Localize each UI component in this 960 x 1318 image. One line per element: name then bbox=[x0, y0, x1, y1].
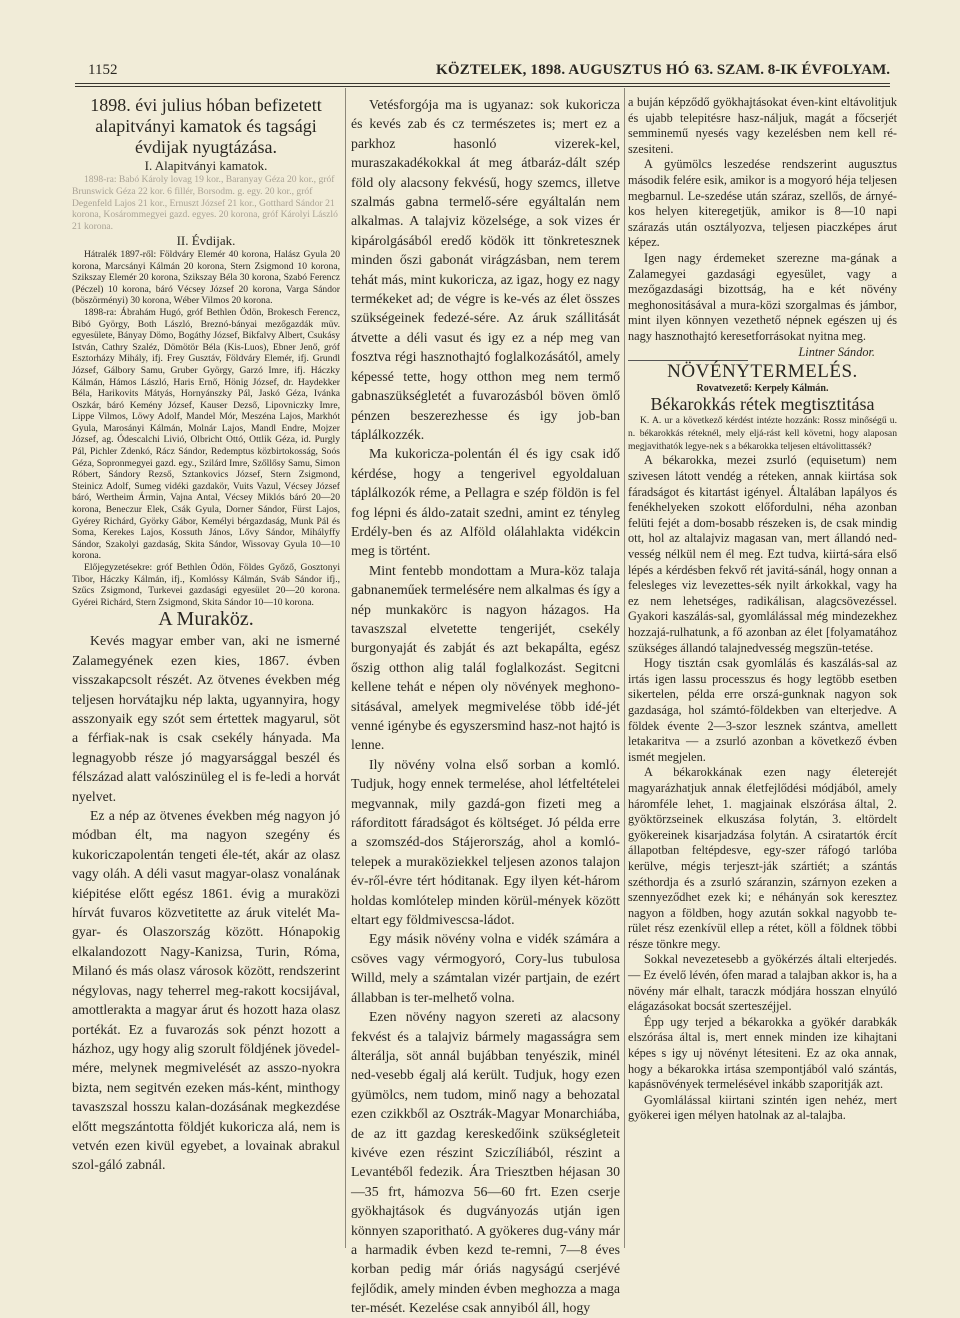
paragraph-1898: 1898-ra: Ábrahám Hugó, gróf Bethlen Ödön, Brokesch Ferencz, Bibó György, Both László, Breznó-bányai mezőgazdák müv. egyesülete, Bányay Dömo, Bogáthy József, Bikfalvy Albert, Csukásy István, Cathry Szaléz, Dömötör Béla (Kis-Luos), Ebner Jenő, gróf Esztorházy Mihály, ifj. Frey Gusztáv, Földváry Elemér, ifj. Grundl József, Gálbory Samu, Gruber György, Garzó Imre, ifj. Háczky Kálmán, Hámos László, Haris Ernő, Hönig József, dr. Haydekker Béla, Harikovits Mátyás, Hornyánszky Pál, Jaskó Géza, Ivánka Oszkár, báró Kemény József, Kauser Dezső, Lipovniczky Imre, Lippe Vilmos, Löwy Adolf, Mandel Mór, Meszéna Lajos, Markhót Gyula, Marosányi Kálmán, Molnár Lajos, Mandl Endre, Mojzer József, ag. Ódescalchi Livió, Olbricht Ottó, Ottlik Géza, id. Purgly Pál, Pichler Zdenkó, Rácz Sándor, Redemptus közbirtokosság, Soós Géza, Sopronmegyei gazd. egy., Szilárd Imre, Szőllősy Samu, Simon Róbert, Sándory Rezső, Sztankovics József, Stern Zsigmond, Steinicz Adolf, Sumeg vidéki gazdakör, Vuits Vazul, Vécsey József báró, Wertheim Ármin, Vajna Antal, Vécsey Miklós báró 20—20 korona, Beneczur Elek, Csák Gyula, Dorner Sándor, Fürst Lajos, Gyérey Richárd, Györky Gábor, Kemélyi bérgazdaság, Munk Pál és Soma, Kerekes Lajos, Kossuth János, Lővy Sándor, Mihályffy Sándor, Szakolyi gazdaság, Skita Sándor, Wissovay Gyula 10—10 korona. bbox=[72, 306, 340, 562]
page-number: 1152 bbox=[88, 62, 118, 78]
paragraph: Ezen növény nagyon szereti az alacsony fekvést és a talajviz bármely magasságra sem álterálja, söt annál bujábban tenyészik, minél ned-vesebb égalj alá került. Tudjuk, hogy ezen gyümölcs, nem tudom, minő nagy a behozatal ezen czikkből az Osztrák-Magyar Monarchiába, de az itt gazdag kereskedőink szükségleteit kivéve ezen részint Sziczíliából, részint a Levantéből fedezik. Ára Triesztben héjasan 30—35 frt, hámozva 56—60 frt. Ezen cserje gyökhajtások és dugványozás utján igen könnyen szaporitható. A gyökeres dug-vány már a harmadik évben kezd te-remni, 7—8 éves korban pedig már óriás nagyságú cserjévé fejlődik, amely minden évben meghozza a maga ter-mését. Kezelése csak annyiból áll, hogy bbox=[351, 1009, 620, 1316]
subheading: I. Alapitványi kamatok. bbox=[144, 158, 268, 173]
faded-paragraph: 1898-ra: Babó Károly lovag 19 kor., Baranyay Géza 20 kor., gróf Brunswick Géza 22 kor. 6 fillér, Borsodm. g. egy. 20 kor., gróf Degenfeld Lajos 21 kor., Ernuszt József 21 kor., Gotthard Sándor 21 korona, Kosárommegyei gazd. egyes. 20 korona, gróf Károlyi László 21 korona. bbox=[72, 174, 338, 233]
paragraph: Igen nagy érdemeket szerezne ma-gának a Zalamegyei gazdasági egyesület, vagy a mezőgazdasági bizottság, ha e két növény meghonositásával a mura-közi szorgalmas és jámbor, mint ilyen könnyen vezethető népnek egészen uj és nagy hasznothajtó keresetforrásokat nyitna meg. bbox=[628, 250, 897, 343]
column-divider bbox=[624, 88, 625, 1248]
paragraph-eloirt: Előjegyzetésekre: gróf Bethlen Ödön, Földes Győző, Gosztonyi Tibor, Háczky Kálmán, ifj., Komlóssy Kálmán, Sváb Sándor ifj., Szűcs Zsigmond, Turkevei gazdasági egyesület 20—20 korona. Gyérei Richárd, Stern Zsigmond, Skita Sándor 10—10 korona. bbox=[72, 562, 340, 608]
paragraph: A békarokka, mezei zsurló (equisetum) nem szivesen látott vendég a réteken, annak kiirtása sok fáradságot és kitartást igényel. Általában lapályos és fenékhelyeken szokott előfordulni, néha azonban felüti fejét a dom-bosabb részeken is, de csak mindig ott, hol az altalajviz magasan van, mert állandó ned-vesség nélkül nem él meg. Ezt tudva, kiirtá-sára első lépés a kérdésben fekvő rét javitá-sánál, hogy onnan a felesleges viz levezettes-sék nyilt árkokkal, vagy ha ez nem lehetséges, radikálisan, alagcsövezéssel. Gyakori kaszálás-sal, gyomlálással még mindezekhez hozzajá-rulhatunk, a fő azonban az élet [folyamatához szükséges állandó talajnedvesség megszün-tetése. bbox=[628, 453, 897, 655]
paragraph: Egy másik növény volna e vidék számára a csöves vagy vérmogyoró, Cory-lus tubulosa Willd, mely a számtalan vizér partjain, de ezért állabban is ter-melhető volna. bbox=[351, 931, 620, 1005]
paragraph: Vetésforgója ma is ugyanaz: sok kukoricza és kevés zab és cz természetes is; mert ez a parkhoz hasonló vizerek-kel, muraszakadékokkal át meg átbaráz-dált szép föld oly alacsony fekvésű, hogy szemcs, illetve szalmás gabna termelő-sére egyáltalán nem alkalmas. A talajviz közelsége, a sok vizes ér kipárolgásából eredő ködök itt tönkretesznek minden őszi gabonát virágzásban, nem terem tehát más, mint kukoricza, az igaz, hogy ez nagy termékeket ad; de végre is ke-vés az élet összes szükségeinek fedezé-sére. Az áruk szállitását átvette a déli vasut és igy ez a nép meg van fosztva régi hasznothajtó foglalkozásától, amely képessé tette, hogy otthon meg nem termő gabnaszükségletét a fuvarozásból böven ömlő pénzen beszerezhesse és igy job-ban táplálkozzék. bbox=[351, 97, 620, 442]
paragraph: A gyümölcs leszedése rendszerint augusztus második felére esik, amikor is a mogyoró héja teljesen megbarnul. Le-szedése után száraz, szellős, de árnyé-kos helyen kiteregetjük, amikor is 8—10 napi szárazás után osztályozva, teljesen piaczképes árut képez. bbox=[628, 157, 897, 250]
column-right bbox=[628, 95, 897, 1245]
subheading: II. Évdijak. bbox=[176, 232, 236, 248]
paragraph: a buján képződő gyökhajtásokat éven-kint eltávolitjuk és ujabb telepitésre hasz-náljuk, magát a főcserjét semminemű nyesés vagy kezelésben nem kell ré-szesiteni. bbox=[628, 95, 897, 156]
paragraph: Épp ugy terjed a békarokka a gyökér darabkák elszórása által is, mert ennek minden ize kihajtani képes s igy uj növényt létesiteni. Ez az oka annak, hogy a békarokka irtása szempontjából való szántás, kapásnövények termelésével inkább szaporitják azt. bbox=[628, 1014, 897, 1092]
paragraph: Ily növény volna első sorban a komló. Tudjuk, hogy ennek termelése, ahol létfeltételei megvannak, mily gazdá-gon fizeti meg a ráforditott fáradságot és költséget. Jó példa erre a szomszéd-dos Stájerország, ahol a komló-telepek a muraköziekkel teljesen azonos talajon év-ről-évre tért hóditanak. Egy ilyen két-három holdas komlótelep minden körül-mények között eltart egy földmivescsa-ládot. bbox=[351, 756, 620, 928]
column-left bbox=[72, 95, 340, 1245]
editor-line: Rovatvezető: Kerpely Kálmán. bbox=[696, 383, 829, 395]
paragraph: A békarokkának ezen nagy életerejét magyarázhatjuk annak életfejlődési módjából, amely háromféle lehet, 1. magjainak elszórása által, 2. gyöktörzseinek elkuszása folytán, 3. eltördelt gyökereinek kisarjadzása folytán. A csiratartók ércít állapotban feltépdesve, egy-szer ráfogó tarlóba kerülve, mégis terjeszt-ják szártiét; a szántás széthordja és a zsurló száranzin, szárnyon ezeken a szennyeződhet ezek ki; e néhányán sok keresztez nagyon a földben, hogy azután sokkal nagyobb te-rület rész ezenkívül ellep a rétet, köll a földnek többi része tönkre megy. bbox=[628, 765, 897, 951]
reader-question: K. A. ur a következő kérdést intézte hozzánk: Rossz minőségű u. n. békarokkás réteknél, mely eljá-rást kell követni, hogy alaposan megjavithatók legye-nek s a békarokka teljesen eltávolittassék? bbox=[628, 415, 897, 452]
article-title: Békarokkás rétek megtisztitása bbox=[650, 394, 875, 415]
paragraph: Hogy tisztán csak gyomlálás és kaszálás-sal az irtás igen lassu processzus és hogy legtöbb esetben sikertelen, példa erre orszá-gunknak nagyon sok gazdasága, hol számtó-földekben van elterjedve. A földek évente 2—3-szor lesznek szántva, amellett letakaritva — a zsurló azonban a következő évben ismét megjelen. bbox=[628, 656, 897, 764]
paragraph: Gyomlálással kiirtani szintén igen nehéz, mert gyökerei igen mélyen hatolnak az al-talajba. bbox=[628, 1092, 897, 1123]
article-title: 1898. évi julius hóban befizetett alapitványi kamatok és tagsági évdijak nyugtázása. bbox=[90, 95, 322, 157]
column-middle bbox=[351, 95, 620, 1316]
paragraph: Kevés magyar ember van, aki ne ismerné Zalamegyének ezen kies, 1867. évben visszakapcsolt részét. Az ötvenes években még teljesen horvátajku nép lakta, ugyannyira, hogy asszonyaik egy szót sem értettek magyarul, söt a férfiak-nak is csak csekély hányada. Ma legnagyobb része jó magyarsággal beszél és félszázad alatt valószinüleg el is fe-ledi a horvát nyelvet. bbox=[72, 633, 340, 804]
section-heading: NÖVÉNYTERMELÉS. bbox=[667, 361, 858, 383]
header-rule-thin bbox=[75, 86, 890, 87]
issue-info: 63. SZAM. 8-IK ÉVFOLYAM. bbox=[694, 62, 890, 78]
column-divider bbox=[345, 88, 346, 1248]
paragraph: Mint fentebb mondottam a Mura-köz talaja gabnaneműek termelésére nem alkalmas és így a nép munkakörc is nagyon házagos. Ha tavaszszal elvetette tengerijét, csekély burgonyaját és zabját és azt bekapálta, egész őszig otthon alig talál foglalkozást. Segitcni kellene tehát e népen oly növények meghono-sitásával, amelyek megmivelése több idé-jét venné igénybe és egyszersmind hasz-not hajtó is lenne. bbox=[351, 562, 620, 753]
author-signature: Lintner Sándor. bbox=[798, 344, 875, 359]
paragraph: Sokkal nevezetesebb a gyökérzés általi elterjedés. — Ez évelő lévén, ófen marad a talajban akkor is, ha a növény már elhalt, taraczk módjára hosszan elnyúló elágazásokat bocsát szerteszéjjel. bbox=[628, 952, 897, 1014]
journal-title: KÖZTELEK, 1898. AUGUSZTUS HÓ bbox=[436, 62, 690, 78]
muraköz-title: A Muraköz. bbox=[158, 608, 254, 631]
paragraph: Ez a nép az ötvenes években még nagyon jó módban élt, ma nagyon szegény és kukoriczapolentán tengeti éle-tét, akár az olasz vagy oláh. A déli vasut magyar-olasz vonalának kiépitése előtt egész 1861. évig a muraközi hírvát fuvaros közvetitette az áruk vitelét Ma-gyar- és Olaszország között. Hónapokig elkalandozott Nagy-Kanizsa, Turin, Róma, Milanó és más olasz városok között, rendszerint négylovas, nagy teherrel meg-rakott kocsijával, amottlerakta a magyar árut és hozott haza olasz portékát. Ez a fuvarozás sok pénzt hozott a házhoz, ugy hogy alig szorult földjének jövedel-mére, melynek megmivelését az asszo-nyokra bizta, nem segitvén ezeken más-ként, minthogy tavaszszal hosszu kalan-dozásának megkezdése előtt megszántotta földjét kukoricza alá, nem is vetvén ezen kivül egyebet, a lovainak abrakul szol-gáló zabnál. bbox=[72, 808, 340, 1173]
paragraph: Ma kukoricza-polentán él és igy csak idő kérdése, hogy a tengerivel egyoldaluan táplálkozók réme, a Pellagra e szép földön is fel fog lépni és áldo-zatait szedni, amint ez tényleg Erdély-ben és az Alföld olálahlakta vidékcin meg is történt. bbox=[351, 446, 620, 559]
paragraph-hatralek: Hátralék 1897-ről: Földváry Elemér 40 korona, Halász Gyula 20 korona, Marcsányi Kálmán 20 korona, Stern Zsigmond 10 korona, Szikszay Elemér 20 korona, Szikszay Béla 30 korona, Szabó Ferencz (Péczel) 10 korona, báró Vécsey József 20 korona, Varga Sándor (böszörményi) 30 korona, Wéber Vilmos 20 korona. bbox=[72, 248, 340, 307]
header-rule bbox=[75, 83, 890, 84]
page-header bbox=[70, 62, 890, 80]
